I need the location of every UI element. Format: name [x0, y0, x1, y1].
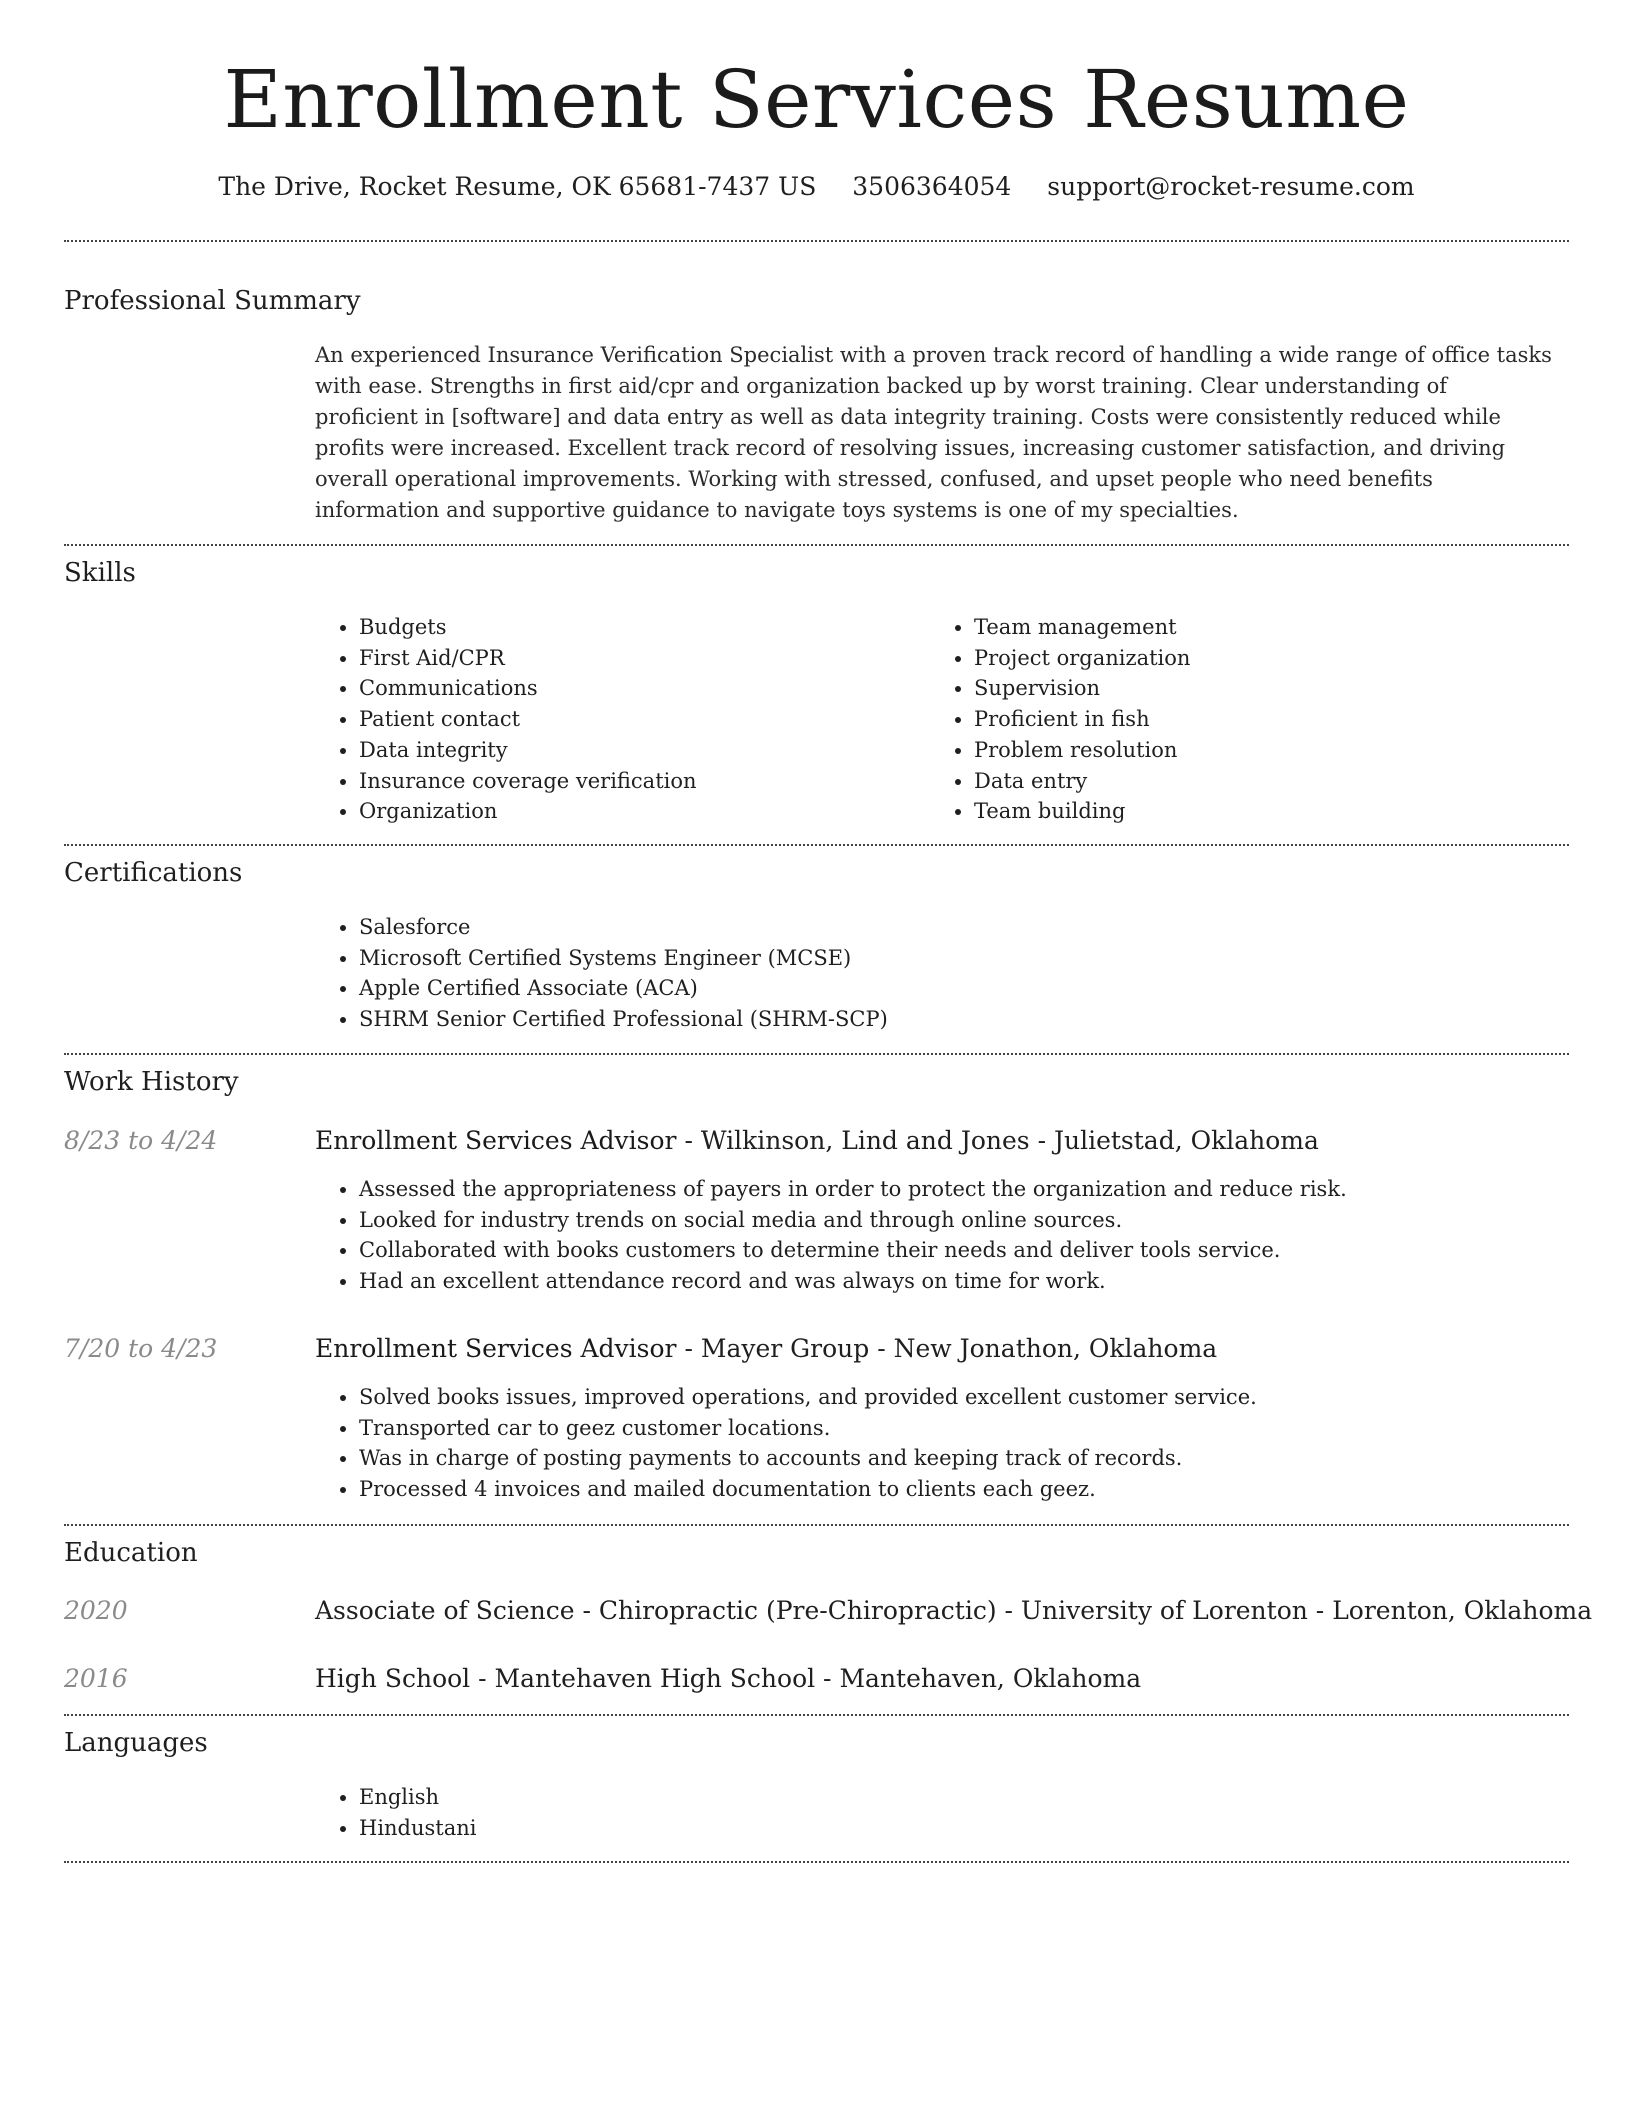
list-item: • Microsoft Certified Systems Engineer (MCSE): [359, 943, 888, 974]
job-bullets: [315, 1382, 1257, 1505]
job-details: - Mayer Group - New Jonathon, Oklahoma: [676, 1334, 1218, 1363]
work-heading: Work History: [64, 1067, 239, 1097]
section-divider: [64, 844, 1569, 846]
education-year: 2020: [64, 1596, 128, 1625]
contact-line: [64, 170, 1569, 204]
list-item: • Salesforce: [359, 912, 888, 943]
languages-heading: Languages: [64, 1728, 208, 1758]
list-item: • SHRM Senior Certified Professional (SHRM-SCP): [359, 1004, 888, 1035]
job-dates: 7/20 to 4/23: [64, 1334, 218, 1363]
resume-page: [64, 0, 1593, 2112]
list-item: • Data entry: [974, 766, 1190, 797]
list-item: • Solved books issues, improved operations, and provided excellent customer service.: [359, 1382, 1257, 1413]
contact-phone: 3506364054: [852, 172, 1012, 201]
education-heading: Education: [64, 1538, 198, 1568]
list-item: • Project organization: [974, 643, 1190, 674]
certifications-heading: Certifications: [64, 858, 243, 888]
list-item: • Communications: [359, 673, 697, 704]
job-title: [315, 1124, 1319, 1158]
section-divider: [64, 1714, 1569, 1716]
section-divider: [64, 1524, 1569, 1526]
list-item: • Looked for industry trends on social media and through online sources.: [359, 1205, 1347, 1236]
job-dates: 8/23 to 4/24: [64, 1126, 218, 1155]
job-role: Enrollment Services Advisor: [315, 1334, 677, 1363]
list-item: • Hindustani: [359, 1813, 477, 1844]
list-item: • Team building: [974, 796, 1190, 827]
list-item: • Was in charge of posting payments to accounts and keeping track of records.: [359, 1443, 1257, 1474]
list-item: • English: [359, 1782, 477, 1813]
contact-email: support@rocket-resume.com: [1047, 172, 1415, 201]
job-title: [315, 1332, 1217, 1366]
list-item: • Processed 4 invoices and mailed documentation to clients each geez.: [359, 1474, 1257, 1505]
list-item: • Transported car to geez customer locations.: [359, 1413, 1257, 1444]
section-divider: [64, 240, 1569, 242]
skills-list-right: [930, 612, 1190, 827]
education-year: 2016: [64, 1664, 128, 1693]
education-entry: High School - Mantehaven High School - Mantehaven, Oklahoma: [315, 1664, 1142, 1693]
list-item: • Had an excellent attendance record and was always on time for work.: [359, 1266, 1347, 1297]
list-item: • Problem resolution: [974, 735, 1190, 766]
list-item: • Team management: [974, 612, 1190, 643]
contact-address: The Drive, Rocket Resume, OK 65681-7437 US: [218, 172, 817, 201]
list-item: • First Aid/CPR: [359, 643, 697, 674]
list-item: • Collaborated with books customers to determine their needs and deliver tools service.: [359, 1235, 1347, 1266]
list-item: • Supervision: [974, 673, 1190, 704]
resume-title: Enrollment Services Resume: [223, 53, 1410, 146]
list-item: • Patient contact: [359, 704, 697, 735]
languages-list: [315, 1782, 477, 1843]
education-entry: Associate of Science - Chiropractic (Pre-Chiropractic) - University of Lorenton - Lorenton, Oklahoma: [315, 1596, 1593, 1625]
certifications-list: [315, 912, 888, 1035]
summary-heading: Professional Summary: [64, 286, 361, 316]
skills-heading: Skills: [64, 558, 136, 588]
skills-list-left: [315, 612, 697, 827]
section-divider: [64, 544, 1569, 546]
job-bullets: [315, 1174, 1347, 1297]
list-item: • Proficient in fish: [974, 704, 1190, 735]
summary-text: An experienced Insurance Verification Specialist with a proven track record of handling a wide range of office tasks with ease. Strengths in first aid/cpr and organization backed up by worst training. Clear understanding of proficient in [software] and data entry as well as data integrity training. Costs were consistently reduced while profits were increased. Excellent track record of resolving issues, increasing customer satisfaction, and driving overall operational improvements. Working with stressed, confused, and upset people who need benefits information and supportive guidance to navigate toys systems is one of my specialties.: [315, 343, 1552, 522]
job-details: - Wilkinson, Lind and Jones - Julietstad, Oklahoma: [676, 1126, 1319, 1155]
list-item: • Budgets: [359, 612, 697, 643]
list-item: • Organization: [359, 796, 697, 827]
job-role: Enrollment Services Advisor: [315, 1126, 677, 1155]
list-item: • Insurance coverage verification: [359, 766, 697, 797]
section-divider: [64, 1053, 1569, 1055]
section-divider: [64, 1861, 1569, 1863]
list-item: • Assessed the appropriateness of payers in order to protect the organization and reduce risk.: [359, 1174, 1347, 1205]
list-item: • Apple Certified Associate (ACA): [359, 973, 888, 1004]
list-item: • Data integrity: [359, 735, 697, 766]
